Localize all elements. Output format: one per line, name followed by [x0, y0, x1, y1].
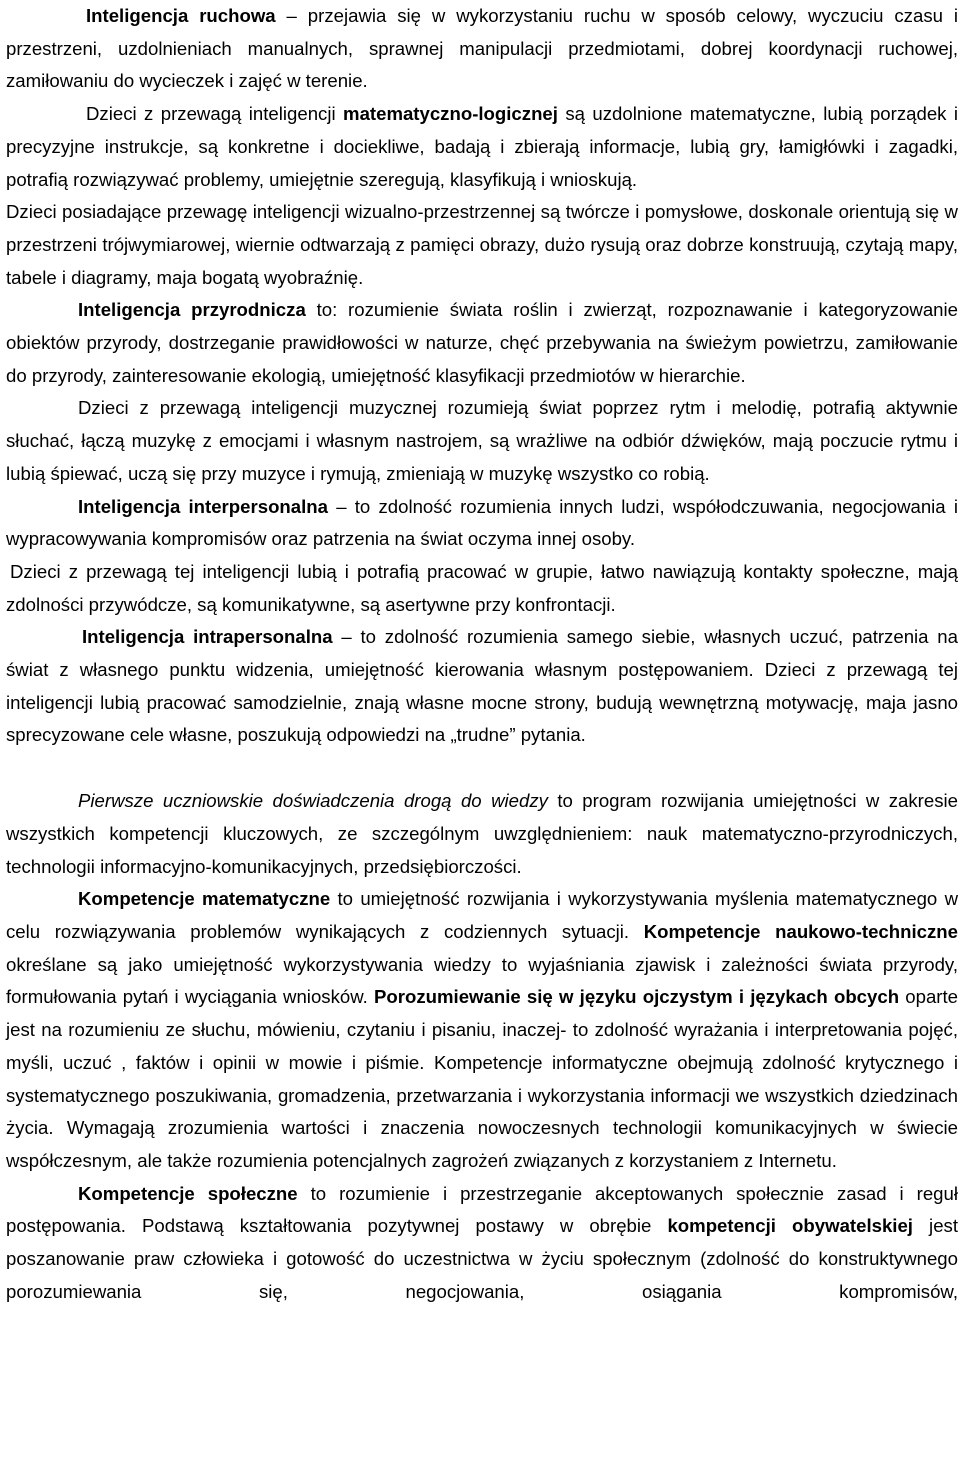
- paragraph-program-description: [6, 785, 958, 883]
- text-run: to: rozumienie świata roślin i zwierząt, rozpoznawanie i kategoryzowanie obiektów przyrody, dostrzeganie prawidłowości w naturze, chęć przebywania na świeżym powietrzu, zamiłowanie do przyrody, zainteresowanie ekologią, umiejętność klasyfikacji przedmiotów w hierarchie.: [6, 299, 958, 386]
- text-run: oparte jest na rozumieniu ze słuchu, mówieniu, czytaniu i pisaniu, inaczej- to zdolność wyrażania i interpretowania pojęć, myśli, uczuć , faktów i opinii w mowie i piśmie. Kompetencje informatyczne obejmują zdolność krytycznego i systematycznego poszukiwania, gromadzenia, przetwarzania i wykorzystania informacji we wszystkich dziedzinach życia. Wymagają zrozumienia wartości i znaczenia nowoczesnych technologii komunikacyjnych w świecie współczesnym, ale także rozumienia potencjalnych zagrożeń związanych z korzystaniem z Internetu.: [6, 986, 958, 1171]
- bold-term: matematyczno-logicznej: [343, 103, 558, 125]
- paragraph-matematyczno-logiczna: [6, 98, 958, 196]
- paragraph-inteligencja-intrapersonalna: [6, 621, 958, 752]
- paragraph-wizualno-przestrzenna: [6, 196, 958, 294]
- text-run: jest poszanowanie praw człowieka i gotowość do uczestnictwa w życiu społecznym (zdolność do konstruktywnego porozumiewania się, negocjowania, osiągania kompromisów,: [6, 1215, 958, 1302]
- paragraph-inteligencja-muzyczna: [6, 392, 958, 490]
- text-run: to umiejętność rozwijania i wykorzystywania myślenia matematycznego w celu rozwiązywania problemów wynikających z codziennych sytuacji.: [6, 888, 958, 942]
- text-run: – to zdolność rozumienia innych ludzi, współodczuwania, negocjowania i wypracowywania kompromisów oraz patrzenia na świat oczyma innej osoby.: [6, 495, 958, 550]
- bold-term: Inteligencja ruchowa: [86, 5, 276, 26]
- bold-term: Inteligencja intrapersonalna: [82, 626, 333, 648]
- document-page: [6, 0, 958, 1308]
- text-run: to program rozwijania umiejętności w zakresie wszystkich kompetencji kluczowych, ze szczególnym uwzględnieniem: nauk matematyczno-przyrodniczych, technologii informacyjno-komunikacyjnych, przedsiębiorczości.: [6, 790, 958, 877]
- italic-title: Pierwsze uczniowskie doświadczenia drogą do wiedzy: [78, 790, 548, 812]
- text-run: są uzdolnione matematyczne, lubią porządek i precyzyjne instrukcje, są konkretne i dociekliwe, badają i zbierają informacje, lubią gry, łamigłówki i zagadki, potrafią rozwiązywać problemy, umiejętnie szeregują, klasyfikują i wnioskują.: [6, 103, 958, 190]
- bold-term: Kompetencje naukowo-techniczne: [643, 920, 958, 942]
- paragraph-inteligencja-ruchowa: [6, 0, 958, 98]
- text-run: Dzieci z przewagą inteligencji: [86, 103, 344, 125]
- paragraph-kompetencje-spoleczne: [6, 1178, 958, 1309]
- text-run: to rozumienie i przestrzeganie akceptowanych społecznie zasad i reguł postępowania. Podstawą kształtowania pozytywnej postawy w obrębie: [6, 1182, 958, 1237]
- text-run: określane są jako umiejętność wykorzystywania wiedzy to wyjaśniania zjawisk i zależności świata przyrody, formułowania pytań i wyciągania wniosków.: [6, 953, 958, 1008]
- text-run: Dzieci z przewagą inteligencji muzycznej rozumieją świat poprzez rytm i melodię, potrafią aktywnie słuchać, łączą muzykę z emocjami i własnym nastrojem, są wrażliwe na odbiór dźwięków, mają poczucie rytmu i lubią śpiewać, uczą się przy muzyce i rymują, zmieniają w muzykę wszystko co robią.: [6, 397, 958, 484]
- bold-term: kompetencji obywatelskiej: [667, 1215, 913, 1237]
- text-run: Dzieci posiadające przewagę inteligencji wizualno-przestrzennej są twórcze i pomysłowe, doskonale orientują się w przestrzeni trójwymiarowej, wiernie odtwarzają z pamięci obrazy, dużo rysują oraz dobrze konstruują, czytają mapy, tabele i diagramy, maja bogatą wyobraźnię.: [6, 201, 958, 288]
- paragraph-spacer: [6, 752, 958, 785]
- paragraph-kompetencje-matematyczne: [6, 883, 958, 1177]
- text-run: Dzieci z przewagą tej inteligencji lubią i potrafią pracować w grupie, łatwo nawiązują kontakty społeczne, mają zdolności przywódcze, są komunikatywne, są asertywne przy konfrontacji.: [6, 560, 958, 615]
- bold-term: Inteligencja przyrodnicza: [78, 299, 306, 321]
- paragraph-inteligencja-przyrodnicza: [6, 294, 958, 392]
- paragraph-praca-w-grupie: [6, 556, 958, 621]
- bold-term: Porozumiewanie się w języku ojczystym i językach obcych: [374, 986, 900, 1008]
- text-run: – przejawia się w wykorzystaniu ruchu w sposób celowy, wyczuciu czasu i przestrzeni, uzdolnieniach manualnych, sprawnej manipulacji przedmiotami, dobrej koordynacji ruchowej, zamiłowaniu do wycieczek i zajęć w terenie.: [6, 5, 958, 92]
- text-run: – to zdolność rozumienia samego siebie, własnych uczuć, patrzenia na świat z własnego punktu widzenia, umiejętność kierowania własnym postępowaniem. Dzieci z przewagą tej inteligencji lubią pracować samodzielnie, znają własne mocne strony, budują wewnętrzną motywację, maja jasno sprecyzowane cele własne, poszukują odpowiedzi na „trudne” pytania.: [6, 626, 958, 746]
- paragraph-inteligencja-interpersonalna: [6, 491, 958, 556]
- bold-term: Kompetencje społeczne: [78, 1182, 298, 1204]
- bold-term: Inteligencja interpersonalna: [78, 495, 328, 517]
- bold-term: Kompetencje matematyczne: [78, 888, 331, 910]
